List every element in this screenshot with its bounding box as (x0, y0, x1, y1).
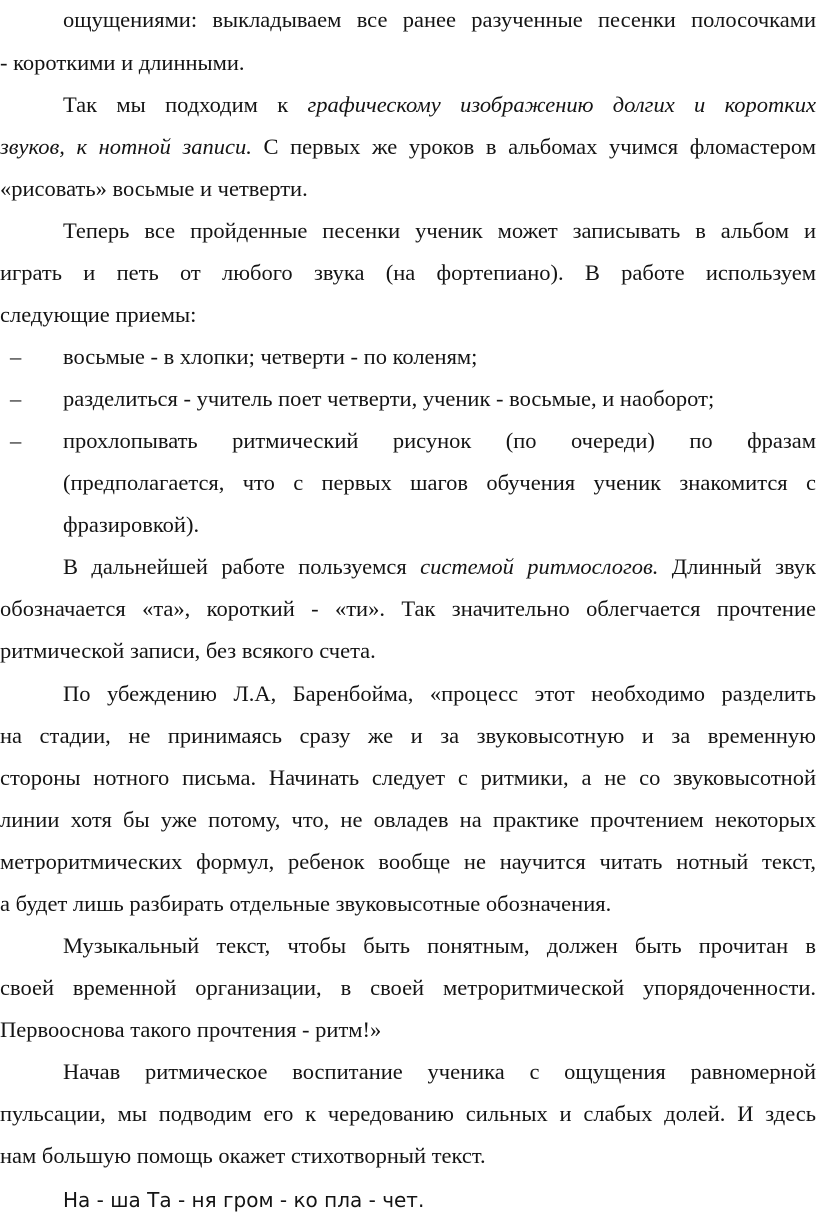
list-item-3-line-3: фразировкой). (63, 512, 200, 537)
p3-line-3: следующие приемы: (0, 302, 197, 327)
p2-line-1-italic: графическому изображению долгих и коротких (307, 92, 816, 117)
p5-line-3: стороны нотного письма. Начинать следует с ритмики, а не со звуковысотной (0, 765, 816, 790)
p1-line-1: ощущениями: выкладываем все ранее разученные песенки полосочками (63, 7, 816, 32)
list-item-2-marker: – (10, 386, 22, 411)
p4-line-1-italic: системой ритмослогов. (420, 554, 659, 579)
p4-line-1-text-a: В дальнейшей работе пользуемся (63, 554, 421, 579)
p7-line-3: нам большую помощь окажет стихотворный текст. (0, 1143, 486, 1168)
p7-line-2: пульсации, мы подводим его к чередованию сильных и слабых долей. И здесь (0, 1101, 816, 1126)
p3-line-2: играть и петь от любого звука (на фортепиано). В работе используем (0, 260, 816, 285)
list-item-1: восьмые - в хлопки; четверти - по коленям; (63, 344, 478, 369)
p2-line-2-italic: звуков, к нотной записи. (0, 134, 252, 159)
p1-line-2: - короткими и длинными. (0, 50, 245, 75)
p5-line-2: на стадии, не принимаясь сразу же и за звуковысотную и за временную (0, 723, 816, 748)
verse-line: На - ша Та - ня гром - ко пла - чет. (63, 1188, 425, 1212)
list-item-1-marker: – (10, 344, 22, 369)
p4-line-2: обозначается «та», короткий - «ти». Так значительно облегчается прочтение (0, 596, 816, 621)
p7-line-1: Начав ритмическое воспитание ученика с ощущения равномерной (63, 1059, 816, 1084)
p2-line-3: «рисовать» восьмые и четверти. (0, 176, 308, 201)
p5-line-1: По убеждению Л.А, Баренбойма, «процесс этот необходимо разделить (63, 681, 816, 706)
p4-line-1 (63, 550, 816, 584)
p4-line-1-text-c: Длинный звук (658, 554, 816, 579)
p4-line-3: ритмической записи, без всякого счета. (0, 638, 376, 663)
p2-line-1-text: Так мы подходим к (63, 92, 308, 117)
p6-line-1: Музыкальный текст, чтобы быть понятным, должен быть прочитан в (63, 933, 816, 958)
list-item-3-marker: – (10, 428, 22, 453)
p2-line-2-text: С первых же уроков в альбомах учимся фломастером (251, 134, 816, 159)
p5-line-4: линии хотя бы уже потому, что, не овладев на практике прочтением некоторых (0, 807, 816, 832)
p6-line-3: Первооснова такого прочтения - ритм!» (0, 1017, 382, 1042)
p2-line-1 (63, 88, 816, 122)
p5-line-6: а будет лишь разбирать отдельные звуковысотные обозначения. (0, 891, 612, 916)
list-item-2: разделиться - учитель поет четверти, ученик - восьмые, и наоборот; (63, 386, 715, 411)
p5-line-5: метроритмических формул, ребенок вообще не научится читать нотный текст, (0, 849, 816, 874)
p3-line-1: Теперь все пройденные песенки ученик может записывать в альбом и (63, 218, 816, 243)
p6-line-2: своей временной организации, в своей метроритмической упорядоченности. (0, 975, 816, 1000)
list-item-3-line-2: (предполагается, что с первых шагов обучения ученик знакомится с (63, 470, 816, 495)
list-item-3-line-1: прохлопывать ритмический рисунок (по очереди) по фразам (63, 428, 816, 453)
p2-line-2 (0, 130, 816, 164)
